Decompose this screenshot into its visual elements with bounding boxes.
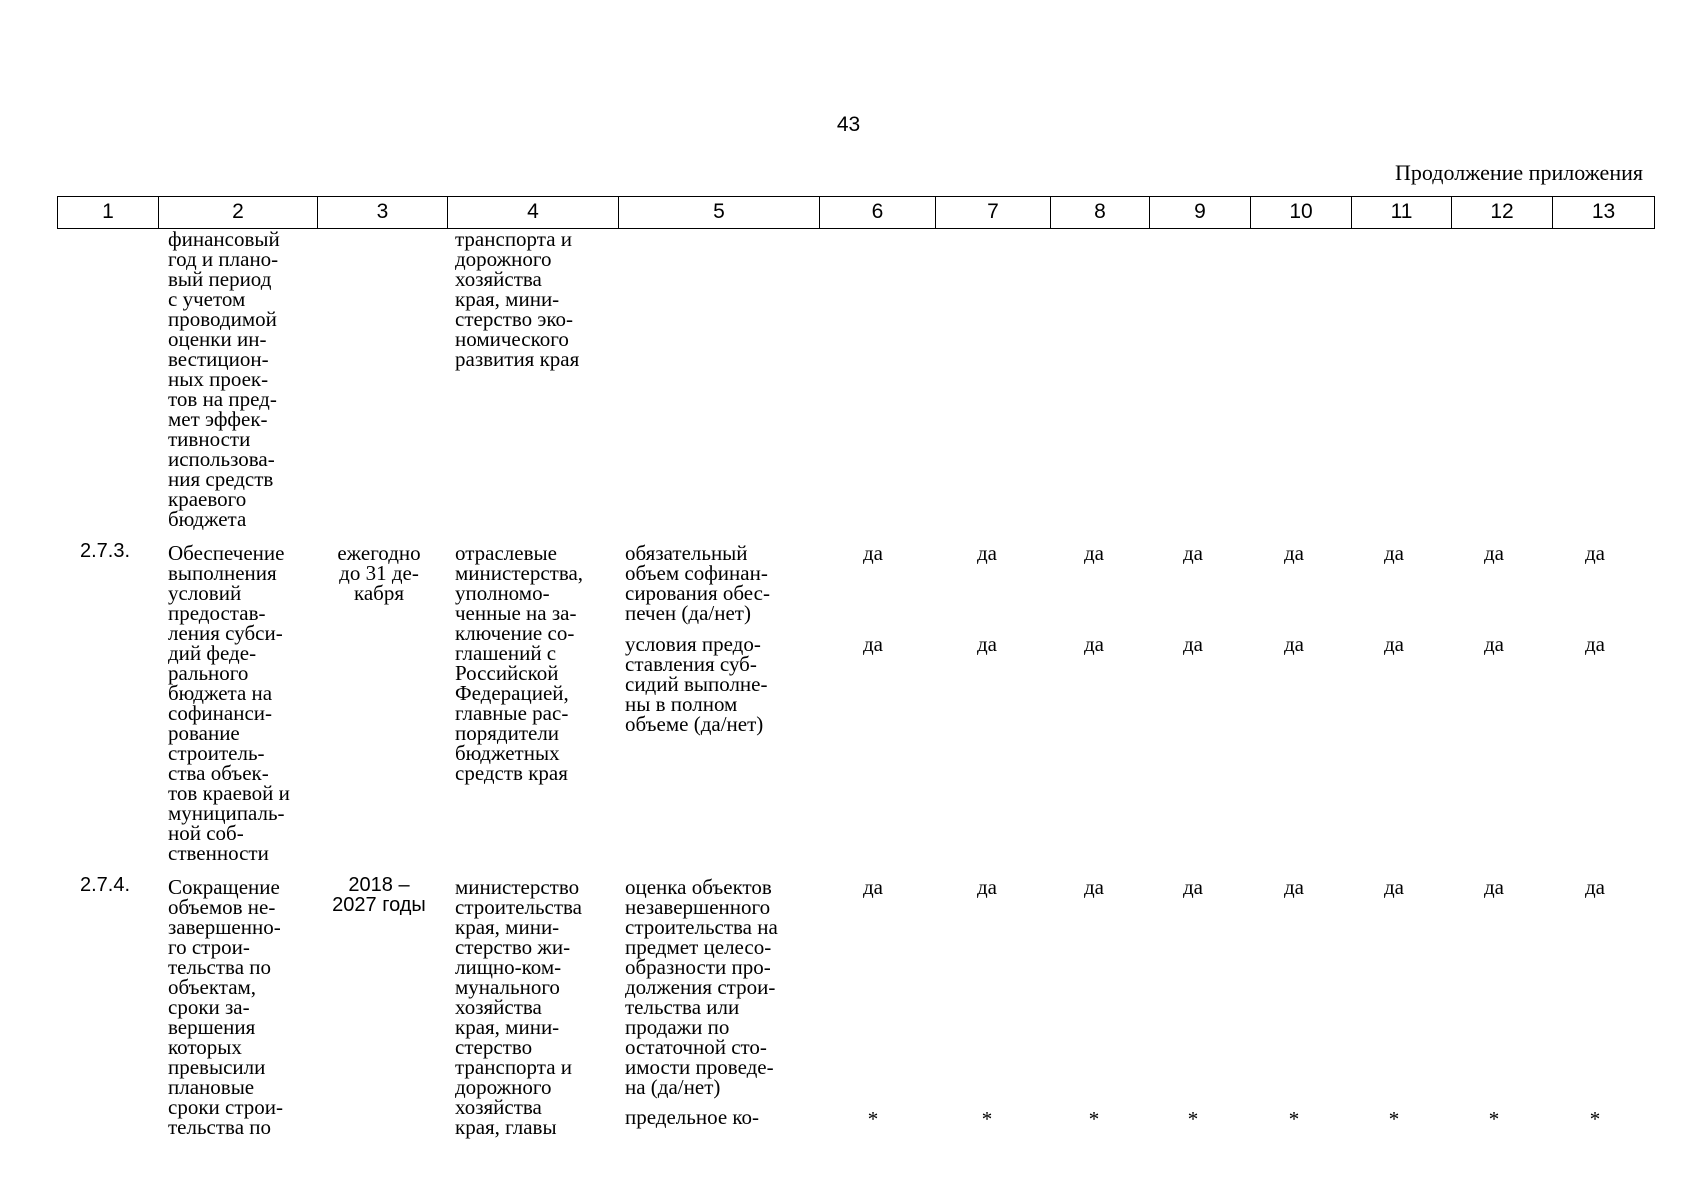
value-cell: да — [1283, 541, 1304, 565]
indicator-text: условия предо- ставления суб- сидий выполне- ны в полном объеме (да/нет) — [625, 632, 768, 736]
value-cell: да — [1182, 875, 1203, 899]
value-cell: да — [862, 875, 883, 899]
value-cell: да — [1182, 632, 1203, 656]
value-cell: * — [1187, 1107, 1199, 1131]
value-cell: да — [1483, 632, 1504, 656]
header-col-2: 2 — [159, 197, 318, 228]
indicator-text: предельное ко- — [625, 1105, 760, 1129]
value-cell: да — [1584, 632, 1605, 656]
header-col-12: 12 — [1452, 197, 1553, 228]
row-event-text: Сокращение объемов не- завершенно- го строи- тельства по объектам, сроки за- вершения которых превысили плановые сроки строи- тельства по — [168, 875, 283, 1139]
value-cell: да — [1483, 875, 1504, 899]
carryover-event-text: финансовый год и плано- вый период с учетом проводимой оценки ин- вестицион- ных проек- тов на пред- мет эффек- тивности использова- ния средств краевого бюджета — [168, 227, 280, 531]
header-col-11: 11 — [1352, 197, 1452, 228]
value-cell: * — [1488, 1107, 1500, 1131]
header-col-6: 6 — [820, 197, 936, 228]
value-cell: да — [1383, 875, 1404, 899]
header-col-13: 13 — [1591, 200, 1616, 223]
header-col-4: 4 — [448, 197, 619, 228]
row-executors-text: отраслевые министерства, уполномо- ченные на за- ключение со- глашений с Российской Федерацией, главные рас- порядители бюджетных средств края — [455, 541, 584, 785]
value-cell: да — [976, 541, 997, 565]
value-cell: да — [1283, 875, 1304, 899]
row-term-text: ежегодно до 31 де- кабря — [337, 541, 421, 605]
value-cell: да — [1483, 541, 1504, 565]
value-cell: да — [1083, 632, 1104, 656]
value-cell: * — [1589, 1107, 1601, 1131]
header-col-10: 10 — [1251, 197, 1352, 228]
value-cell: да — [1383, 632, 1404, 656]
value-cell: * — [1388, 1107, 1400, 1131]
value-cell: да — [976, 875, 997, 899]
value-cell: да — [1584, 875, 1605, 899]
indicator-text: обязательный объем софинан- сирования обес- печен (да/нет) — [625, 541, 770, 625]
header-col-5: 5 — [619, 197, 820, 228]
value-cell: да — [862, 632, 883, 656]
continuation-label: Продолжение приложения — [1395, 160, 1643, 185]
value-cell: да — [1182, 541, 1203, 565]
value-cell: да — [1083, 541, 1104, 565]
value-cell: * — [981, 1107, 993, 1131]
value-cell: да — [1584, 541, 1605, 565]
row-number: 2.7.3. — [80, 540, 131, 562]
header-col-7: 7 — [936, 197, 1051, 228]
indicator-text: оценка объектов незавершенного строительства на предмет целесо- образности про- должения строи- тельства или продажи по остаточной сто- имости проведе- на (да/нет) — [625, 875, 778, 1099]
value-cell: да — [976, 632, 997, 656]
header-col-9: 9 — [1150, 197, 1251, 228]
header-col-1: 1 — [58, 197, 159, 228]
row-number: 2.7.4. — [80, 874, 131, 896]
carryover-executors-text: транспорта и дорожного хозяйства края, мини- стерство эко- номического развития края — [455, 227, 580, 371]
value-cell: * — [1288, 1107, 1300, 1131]
value-cell: * — [867, 1107, 879, 1131]
row-term-text: 2018 – 2027 годы — [332, 874, 426, 916]
value-cell: * — [1088, 1107, 1100, 1131]
value-cell: да — [1083, 875, 1104, 899]
row-event-text: Обеспечение выполнения условий предостав- ления субси- дий феде- рального бюджета на софинанси- рование строитель- ства объек- тов краевой и муниципаль- ной соб- ственности — [168, 541, 290, 865]
value-cell: да — [1283, 632, 1304, 656]
header-col-8: 8 — [1051, 197, 1150, 228]
page-number: 43 — [836, 113, 861, 136]
header-col-3: 3 — [318, 197, 448, 228]
table-header-row — [57, 196, 1655, 229]
value-cell: да — [862, 541, 883, 565]
row-executors-text: министерство строительства края, мини- стерство жи- лищно-ком- мунального хозяйства края, мини- стерство транспорта и дорожного хозяйства края, главы — [455, 875, 583, 1139]
value-cell: да — [1383, 541, 1404, 565]
